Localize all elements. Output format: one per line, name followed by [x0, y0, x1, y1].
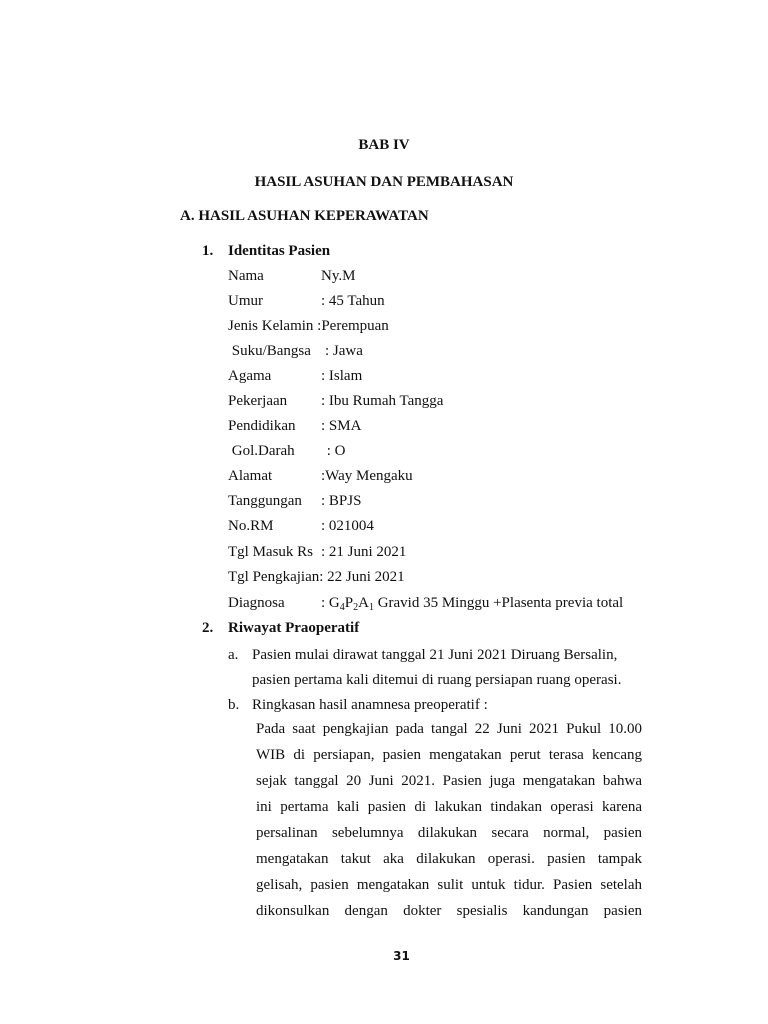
list-marker: b.: [228, 697, 240, 713]
identity-label: No.RM: [228, 518, 274, 534]
identity-label: Gol.Darah: [228, 443, 295, 459]
identity-label: Tgl Pengkajian: 22 Juni 2021: [228, 569, 405, 585]
subsection-number: 1.: [202, 243, 214, 259]
identity-label: Alamat: [228, 468, 273, 484]
subsection-title: Identitas Pasien: [228, 243, 331, 259]
identity-label: Pendidikan: [228, 418, 296, 434]
paragraph-line: ini pertama kali pasien di lakukan tindakan operasi karena: [256, 799, 642, 815]
paragraph-line: sejak tanggal 20 Juni 2021. Pasien juga mengatakan bahwa: [256, 773, 642, 789]
paragraph-line: mengatakan takut aka dilakukan operasi. pasien tampak: [256, 851, 642, 867]
identity-value: : BPJS: [321, 493, 362, 509]
subsection-title: Riwayat Praoperatif: [228, 620, 360, 636]
identity-label: Tgl Masuk Rs: [228, 544, 314, 560]
paragraph-line: gelisah, pasien mengatakan sulit untuk tidur. Pasien setelah: [256, 877, 642, 893]
list-marker: a.: [228, 647, 239, 663]
paragraph-line: WIB di persiapan, pasien mengatakan perut terasa kencang: [256, 747, 642, 763]
identity-value: : Islam: [321, 368, 363, 384]
identity-label: Jenis Kelamin :Perempuan: [228, 318, 389, 334]
list-item-text: Pasien mulai dirawat tanggal 21 Juni 2021 Diruang Bersalin,: [252, 647, 618, 663]
diagnosis-value: : $G_4P_2A_1$ Gravid 35 Minggu +Plasenta previa total: [321, 595, 624, 613]
identity-value: : 45 Tahun: [321, 293, 385, 309]
chapter-title: HASIL ASUHAN DAN PEMBAHASAN: [254, 174, 514, 190]
list-item-title: Ringkasan hasil anamnesa preoperatif :: [252, 697, 488, 713]
diagnosis-label: Diagnosa: [228, 595, 285, 611]
subsection-number: 2.: [202, 620, 214, 636]
identity-label: Pekerjaan: [228, 393, 288, 409]
page-number: 31: [393, 949, 410, 963]
section-heading: A. HASIL ASUHAN KEPERAWATAN: [180, 208, 429, 224]
identity-value: : Jawa: [325, 343, 363, 359]
identity-label: Nama: [228, 268, 264, 284]
paragraph-line: Pada saat pengkajian pada tangal 22 Juni 2021 Pukul 10.00: [256, 721, 642, 737]
identity-label: Umur: [228, 293, 263, 309]
identity-label: Tanggungan: [228, 493, 302, 509]
paragraph-line: persalinan sebelumnya dilakukan secara normal, pasien: [256, 825, 642, 841]
identity-label: Agama: [228, 368, 272, 384]
identity-value: : Ibu Rumah Tangga: [321, 393, 444, 409]
paragraph-line: dikonsulkan dengan dokter spesialis kandungan pasien: [256, 903, 642, 919]
identity-value: : 021004: [321, 518, 374, 534]
identity-value: : SMA: [321, 418, 362, 434]
list-item-text: pasien pertama kali ditemui di ruang persiapan ruang operasi.: [252, 672, 622, 688]
identity-value: : 21 Juni 2021: [321, 544, 407, 560]
identity-value: :Way Mengaku: [321, 468, 413, 484]
identity-value: Ny.M: [321, 268, 356, 284]
identity-value: : O: [323, 443, 346, 459]
chapter-heading: BAB IV: [358, 137, 410, 153]
identity-label: Suku/Bangsa: [228, 343, 311, 359]
